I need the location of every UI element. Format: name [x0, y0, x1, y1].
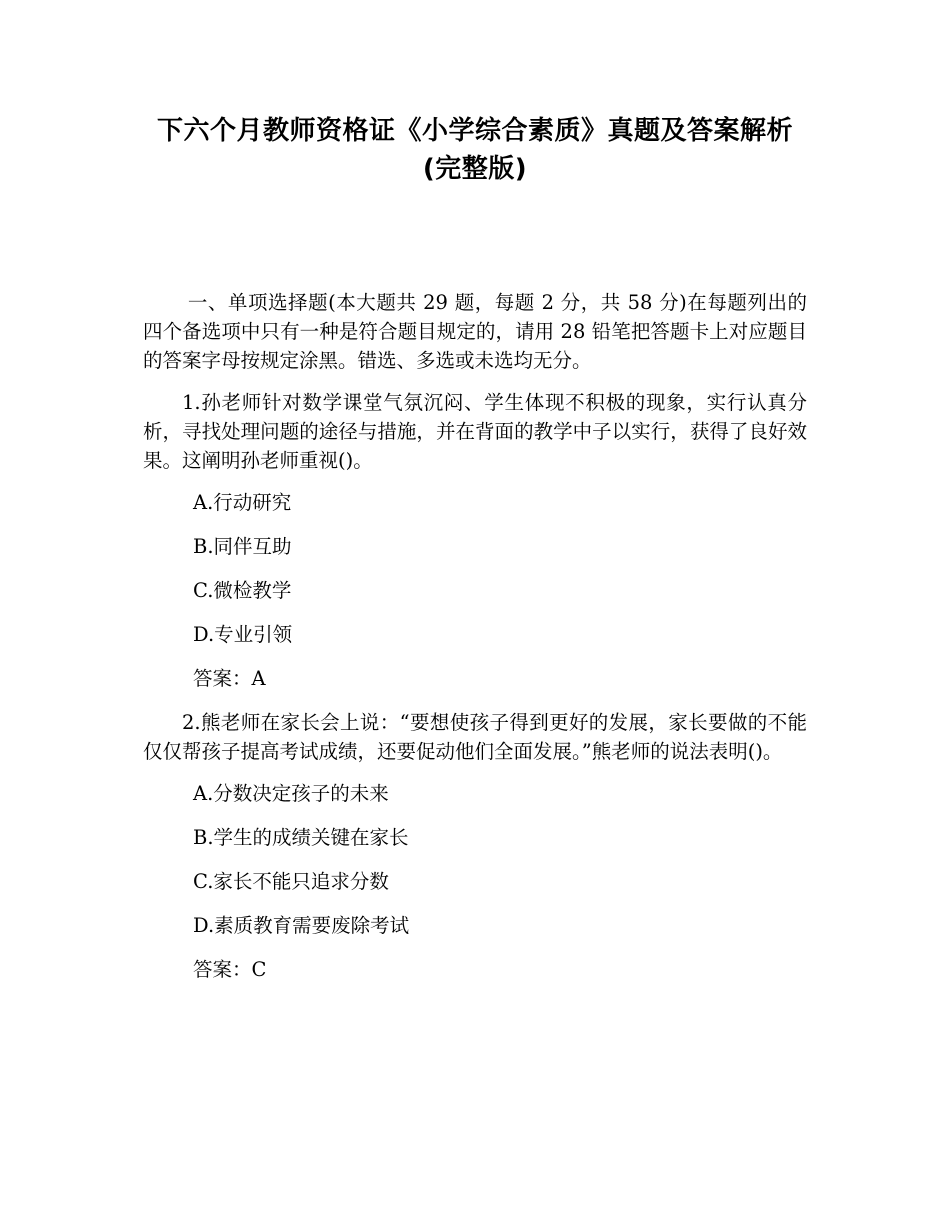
- option-b: B.同伴互助: [193, 535, 292, 558]
- option-d: D.素质教育需要废除考试: [193, 914, 410, 937]
- title-line-1: 下六个月教师资格证《小学综合素质》真题及答案解析: [156, 116, 793, 146]
- answer: 答案：A: [193, 667, 266, 690]
- question-stem: 2.熊老师在家长会上说：“要想使孩子得到更好的发展，家长要做的不能仅仅帮孩子提高考试成绩，还要促动他们全面发展。”熊老师的说法表明()。: [143, 711, 807, 763]
- option-c: C.家长不能只追求分数: [193, 870, 389, 893]
- option-a: A.行动研究: [193, 491, 292, 514]
- document-body: [143, 288, 807, 984]
- question-stem: 1.孙老师针对数学课堂气氛沉闷、学生体现不积极的现象，实行认真分析，寻找处理问题的途径与措施，并在背面的教学中子以实行，获得了良好效果。这阐明孙老师重视()。: [143, 391, 807, 472]
- document-title: [143, 0, 807, 188]
- question-2: [143, 708, 807, 984]
- section-intro: 一、单项选择题(本大题共 29 题，每题 2 分，共 58 分)在每题列出的四个备选项中只有一种是符合题目规定的，请用 28 铅笔把答题卡上对应题目的答案字母按规定涂黑。错选、多选或未选均无分。: [143, 291, 807, 372]
- option-b: B.学生的成绩关键在家长: [193, 826, 409, 849]
- option-c: C.微检教学: [193, 579, 292, 602]
- question-1: [143, 388, 807, 693]
- answer: 答案：C: [193, 958, 267, 981]
- option-a: A.分数决定孩子的未来: [193, 782, 389, 805]
- option-d: D.专业引领: [193, 623, 293, 646]
- title-line-2: (完整版): [422, 154, 528, 184]
